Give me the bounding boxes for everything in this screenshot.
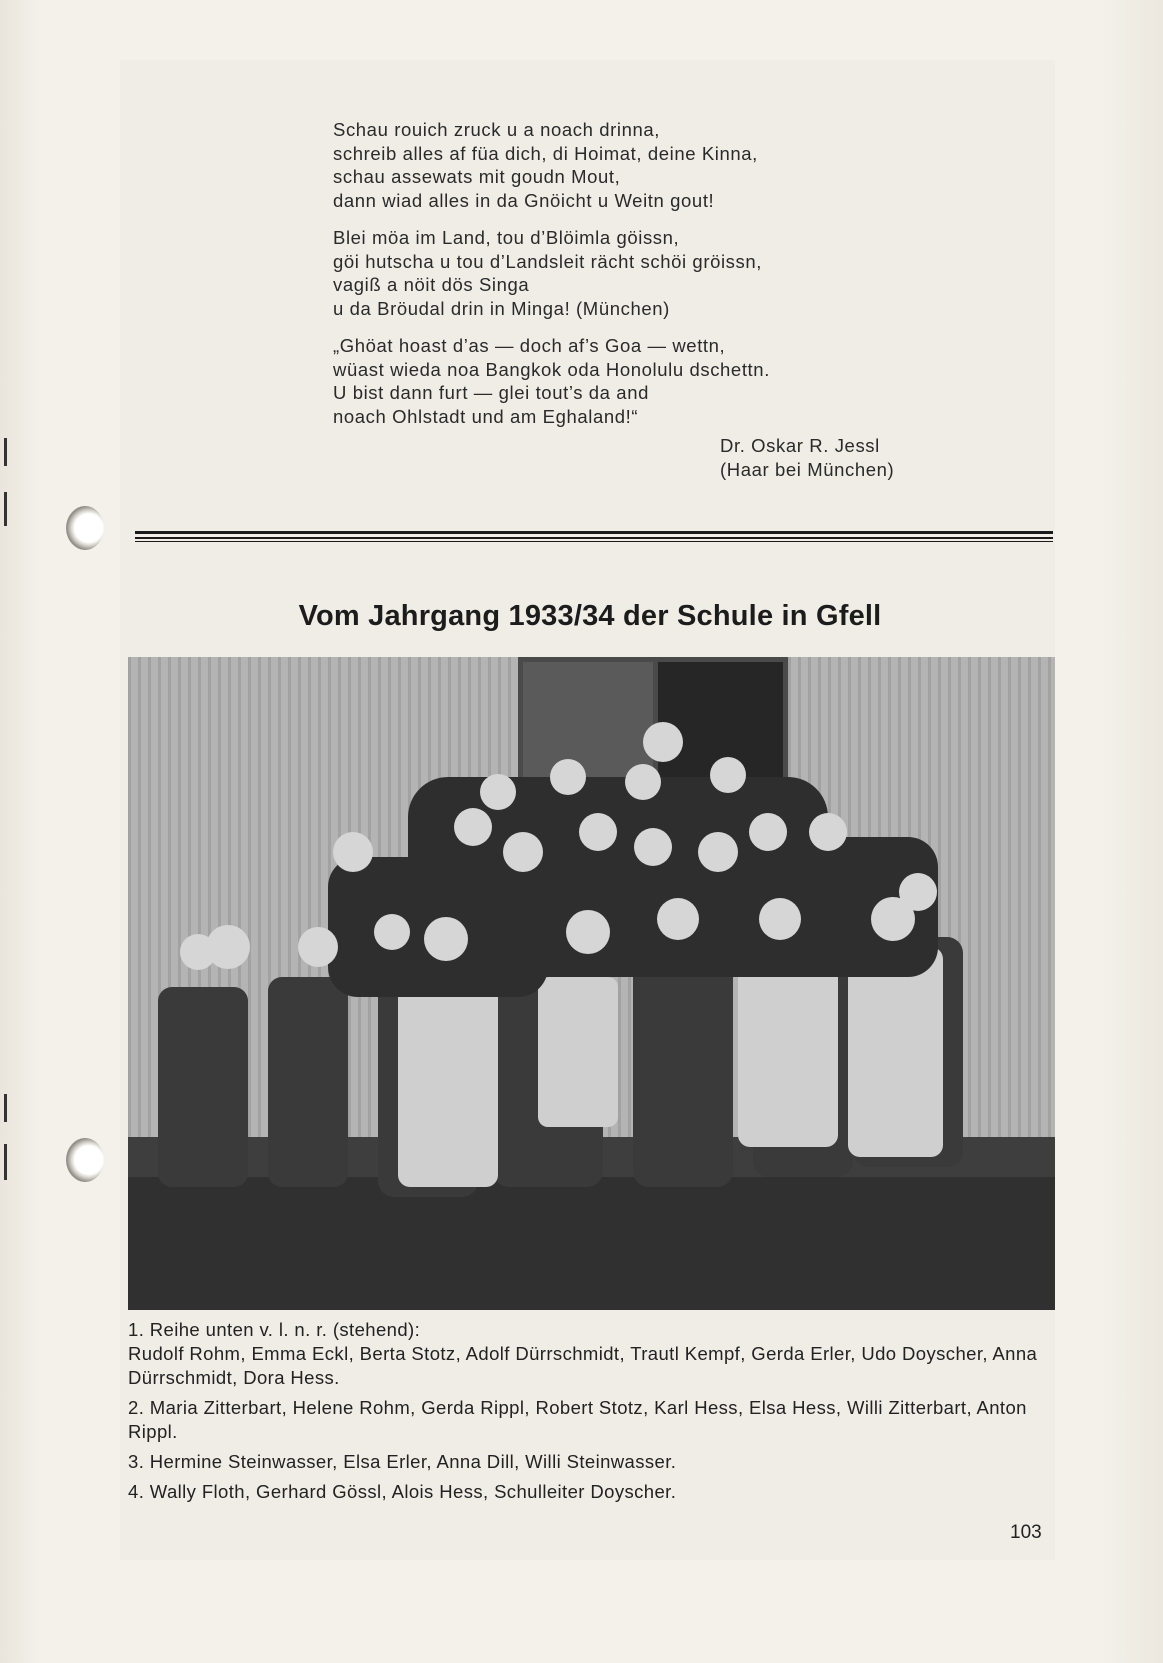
poem-line: Schau rouich zruck u a noach drinna, (333, 119, 661, 140)
caption-line: 3. Hermine Steinwasser, Elsa Erler, Anna Dill, Willi Steinwasser. (128, 1451, 677, 1472)
article-title: Vom Jahrgang 1933/34 der Schule in Gfell (298, 600, 882, 632)
caption-line-text: Rudolf Rohm, Emma Eckl, Berta Stotz, Adolf Dürrschmidt, Trautl Kempf, Gerda Erler, Udo Doyscher, Anna Dürrschmidt, Dora Hess. (128, 1343, 1038, 1388)
section-divider (135, 541, 1053, 542)
punch-hole (66, 1138, 104, 1182)
poem-line: schreib alles af füa dich, di Hoimat, deine Kinna, (333, 142, 758, 164)
poem-line: vagiß a nöit dös Singa (333, 274, 530, 295)
poem-signature (720, 434, 894, 482)
caption-line-text: 1. Reihe unten v. l. n. r. (stehend): (128, 1319, 421, 1340)
caption-line (128, 1318, 1063, 1390)
punch-hole (66, 506, 104, 550)
poem-line: U bist dann furt — glei tout’s da and (333, 382, 649, 403)
poem-line: Blei möa im Land, tou d’Blöimla göissn, (333, 227, 680, 248)
binder-mark (4, 492, 7, 526)
poem-line: noach Ohlstadt und am Eghaland!“ (333, 405, 639, 427)
poem-line: „Ghöat hoast d’as — doch af’s Goa — wettn, (333, 335, 726, 356)
poem-author: Dr. Oskar R. Jessl (720, 435, 880, 456)
poem-stanza (333, 226, 953, 320)
caption-line: 4. Wally Floth, Gerhard Gössl, Alois Hess, Schulleiter Doyscher. (128, 1481, 677, 1502)
caption-line: 2. Maria Zitterbart, Helene Rohm, Gerda Rippl, Robert Stotz, Karl Hess, Elsa Hess, Willi Zitterbart, Anton Rippl. (128, 1397, 1027, 1442)
poem-line: göi hutscha u tou d’Landsleit rächt schöi gröissn, (333, 250, 763, 272)
poem-line: schau assewats mit goudn Mout, (333, 166, 621, 187)
page-number: 103 (1010, 1522, 1042, 1543)
section-divider (135, 537, 1053, 539)
binder-mark (4, 1094, 7, 1122)
poem-location: (Haar bei München) (720, 459, 895, 480)
poem-stanza (333, 118, 953, 212)
poem-stanza (333, 334, 953, 428)
poem-line: dann wiad alles in da Gnöicht u Weitn gout! (333, 189, 715, 211)
class-photo-illustration (128, 657, 1055, 1310)
poem-line: wüast wieda noa Bangkok oda Honolulu dschettn. (333, 358, 770, 380)
poem-line: u da Bröudal drin in Minga! (München) (333, 297, 670, 319)
binder-mark (4, 438, 7, 466)
poem (333, 118, 953, 442)
section-divider (135, 531, 1053, 534)
class-photo (128, 657, 1055, 1310)
binder-mark (4, 1144, 7, 1180)
photo-caption (128, 1318, 1063, 1510)
